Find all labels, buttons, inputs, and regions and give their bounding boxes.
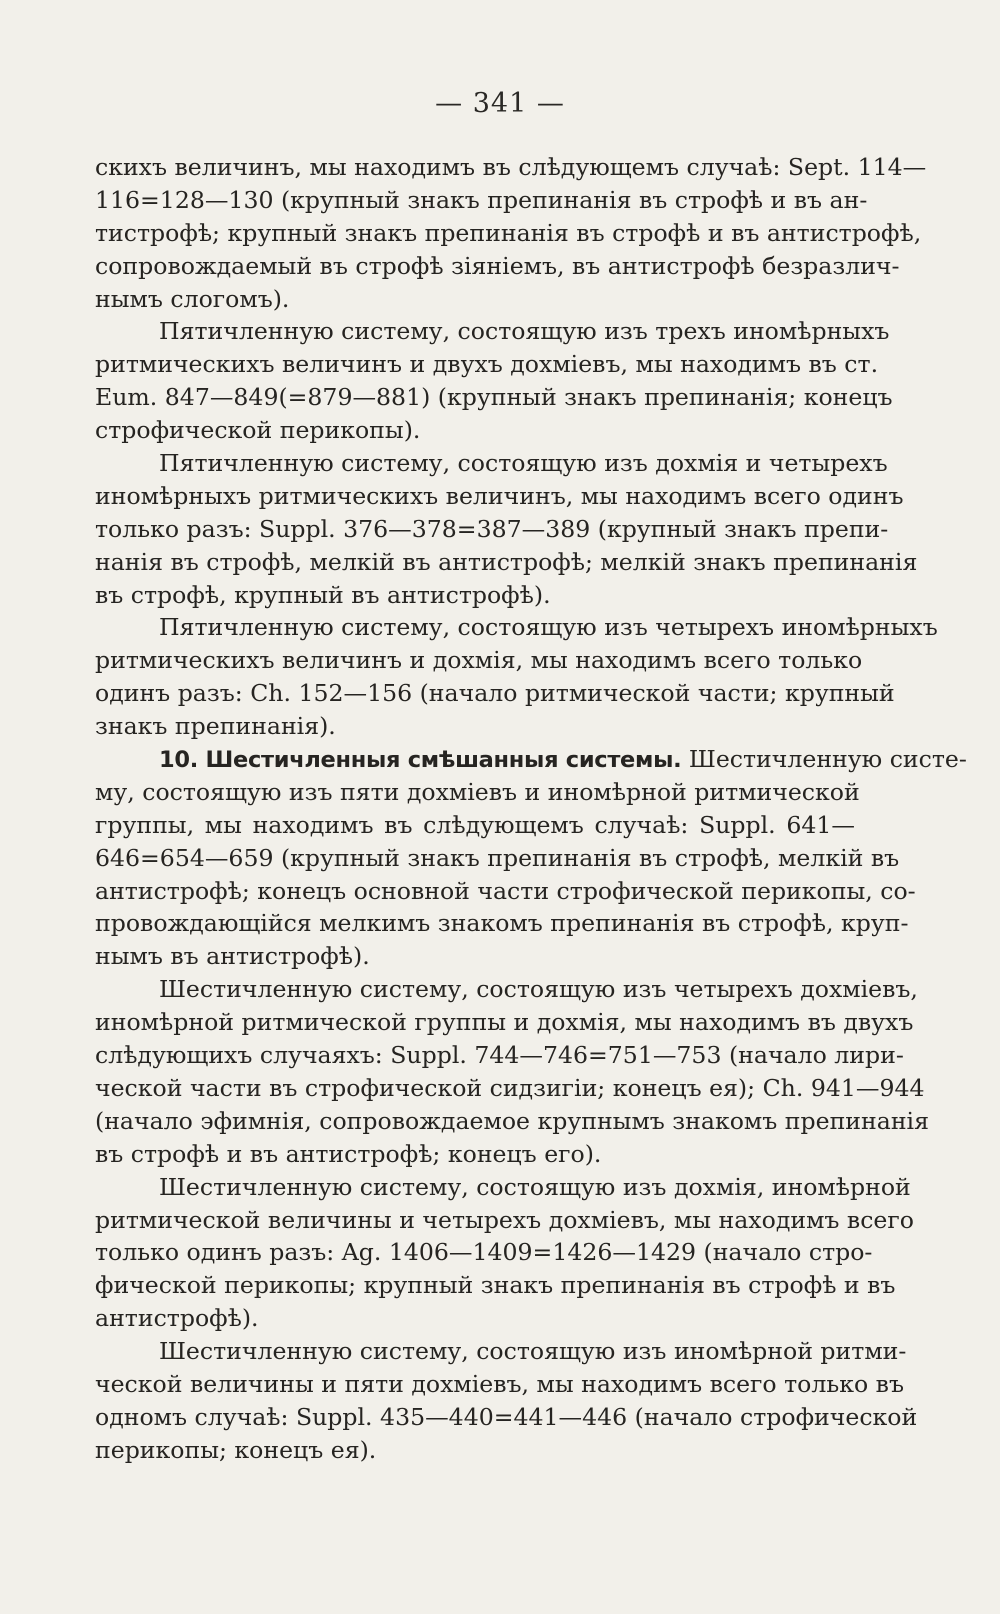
text-line: Пятичленную систему, состоящую изъ четырехъ иномѣрныхъ: [159, 613, 938, 642]
text-line: сопровождаемый въ строфѣ зіяніемъ, въ антистрофѣ безразлич-: [95, 251, 900, 280]
text-line: ческой величины и пяти дохміевъ, мы находимъ всего только въ: [95, 1369, 904, 1398]
heading-line-rest: Шестичленную систе-: [681, 745, 967, 774]
paragraph: [95, 447, 918, 611]
text-line: (начало эфимнія, сопровождаемое крупнымъ знакомъ препинанія: [95, 1106, 929, 1135]
page-number: — 341 —: [435, 88, 565, 119]
text-line: иномѣрныхъ ритмическихъ величинъ, мы находимъ всего одинъ: [95, 481, 904, 510]
text-line: только разъ: Suppl. 376—378=387—389 (крупный знакъ препи-: [95, 514, 889, 543]
text-line: нымъ въ антистрофѣ).: [95, 942, 370, 971]
text-line: Eum. 847—849(=879—881) (крупный знакъ препинанія; конецъ: [95, 383, 893, 412]
text-line: [95, 743, 967, 776]
text-line: группы, мы находимъ въ слѣдующемъ случаѣ: Suppl. 641—: [95, 810, 855, 839]
paragraph: [95, 973, 929, 1170]
text-line: провождающійся мелкимъ знакомъ препинанія въ строфѣ, круп-: [95, 909, 909, 938]
text-line: скихъ величинъ, мы находимъ въ слѣдующемъ случаѣ: Sept. 114—: [95, 153, 927, 181]
paragraph: [95, 315, 893, 447]
text-line: Пятичленную систему, состоящую изъ трехъ иномѣрныхъ: [159, 317, 890, 346]
page-text: [95, 151, 967, 1467]
text-line: иномѣрной ритмической группы и дохмія, мы находимъ въ двухъ: [95, 1008, 914, 1037]
text-line: нымъ слогомъ).: [95, 284, 290, 313]
text-line: нанія въ строфѣ, мелкій въ антистрофѣ; мелкій знакъ препинанія: [95, 547, 918, 576]
text-line: ритмическихъ величинъ и дохмія, мы находимъ всего только: [95, 646, 863, 675]
section-paragraph: [95, 743, 967, 973]
paragraph: [95, 151, 927, 315]
text-line: перикопы; конецъ ея).: [95, 1435, 377, 1464]
text-line: ритмическихъ величинъ и двухъ дохміевъ, мы находимъ въ ст.: [95, 350, 879, 379]
text-line: Шестичленную систему, состоящую изъ дохмія, иномѣрной: [159, 1172, 911, 1201]
paragraph: [95, 611, 938, 743]
section-heading: 10. Шестичленныя смѣшанныя системы.: [159, 747, 682, 774]
text-line: строфической перикопы).: [95, 416, 421, 445]
text-line: Шестичленную систему, состоящую изъ иномѣрной ритми-: [159, 1337, 907, 1366]
text-line: Шестичленную систему, состоящую изъ четырехъ дохміевъ,: [159, 975, 918, 1004]
text-line: антистрофѣ; конецъ основной части строфической перикопы, со-: [95, 876, 916, 905]
text-line: одномъ случаѣ: Suppl. 435—440=441—446 (начало строфической: [95, 1402, 918, 1431]
text-line: только одинъ разъ: Ag. 1406—1409=1426—1429 (начало стро-: [95, 1238, 873, 1267]
text-line: антистрофѣ).: [95, 1304, 259, 1333]
text-line: ческой части въ строфической сидзигіи; конецъ ея); Ch. 941—944: [95, 1073, 925, 1102]
text-line: Пятичленную систему, состоящую изъ дохмія и четырехъ: [159, 449, 888, 478]
text-line: 116=128—130 (крупный знакъ препинанія въ строфѣ и въ ан-: [95, 185, 868, 214]
text-line: ритмической величины и четырехъ дохміевъ, мы находимъ всего: [95, 1205, 914, 1234]
text-line: слѣдующихъ случаяхъ: Suppl. 744—746=751—753 (начало лири-: [95, 1041, 904, 1070]
text-line: въ строфѣ, крупный въ антистрофѣ).: [95, 580, 551, 609]
text-line: знакъ препинанія).: [95, 712, 336, 741]
text-line: фической перикопы; крупный знакъ препинанія въ строфѣ и въ: [95, 1271, 896, 1300]
text-line: въ строфѣ и въ антистрофѣ; конецъ его).: [95, 1139, 602, 1168]
paragraph: [95, 1171, 914, 1335]
paragraph: [95, 1335, 918, 1467]
text-line: му, состоящую изъ пяти дохміевъ и иномѣрной ритмической: [95, 777, 860, 806]
text-line: одинъ разъ: Ch. 152—156 (начало ритмической части; крупный: [95, 679, 895, 708]
text-line: тистрофѣ; крупный знакъ препинанія въ строфѣ и въ антистрофѣ,: [95, 218, 922, 247]
text-line: 646=654—659 (крупный знакъ препинанія въ строфѣ, мелкій въ: [95, 843, 900, 872]
